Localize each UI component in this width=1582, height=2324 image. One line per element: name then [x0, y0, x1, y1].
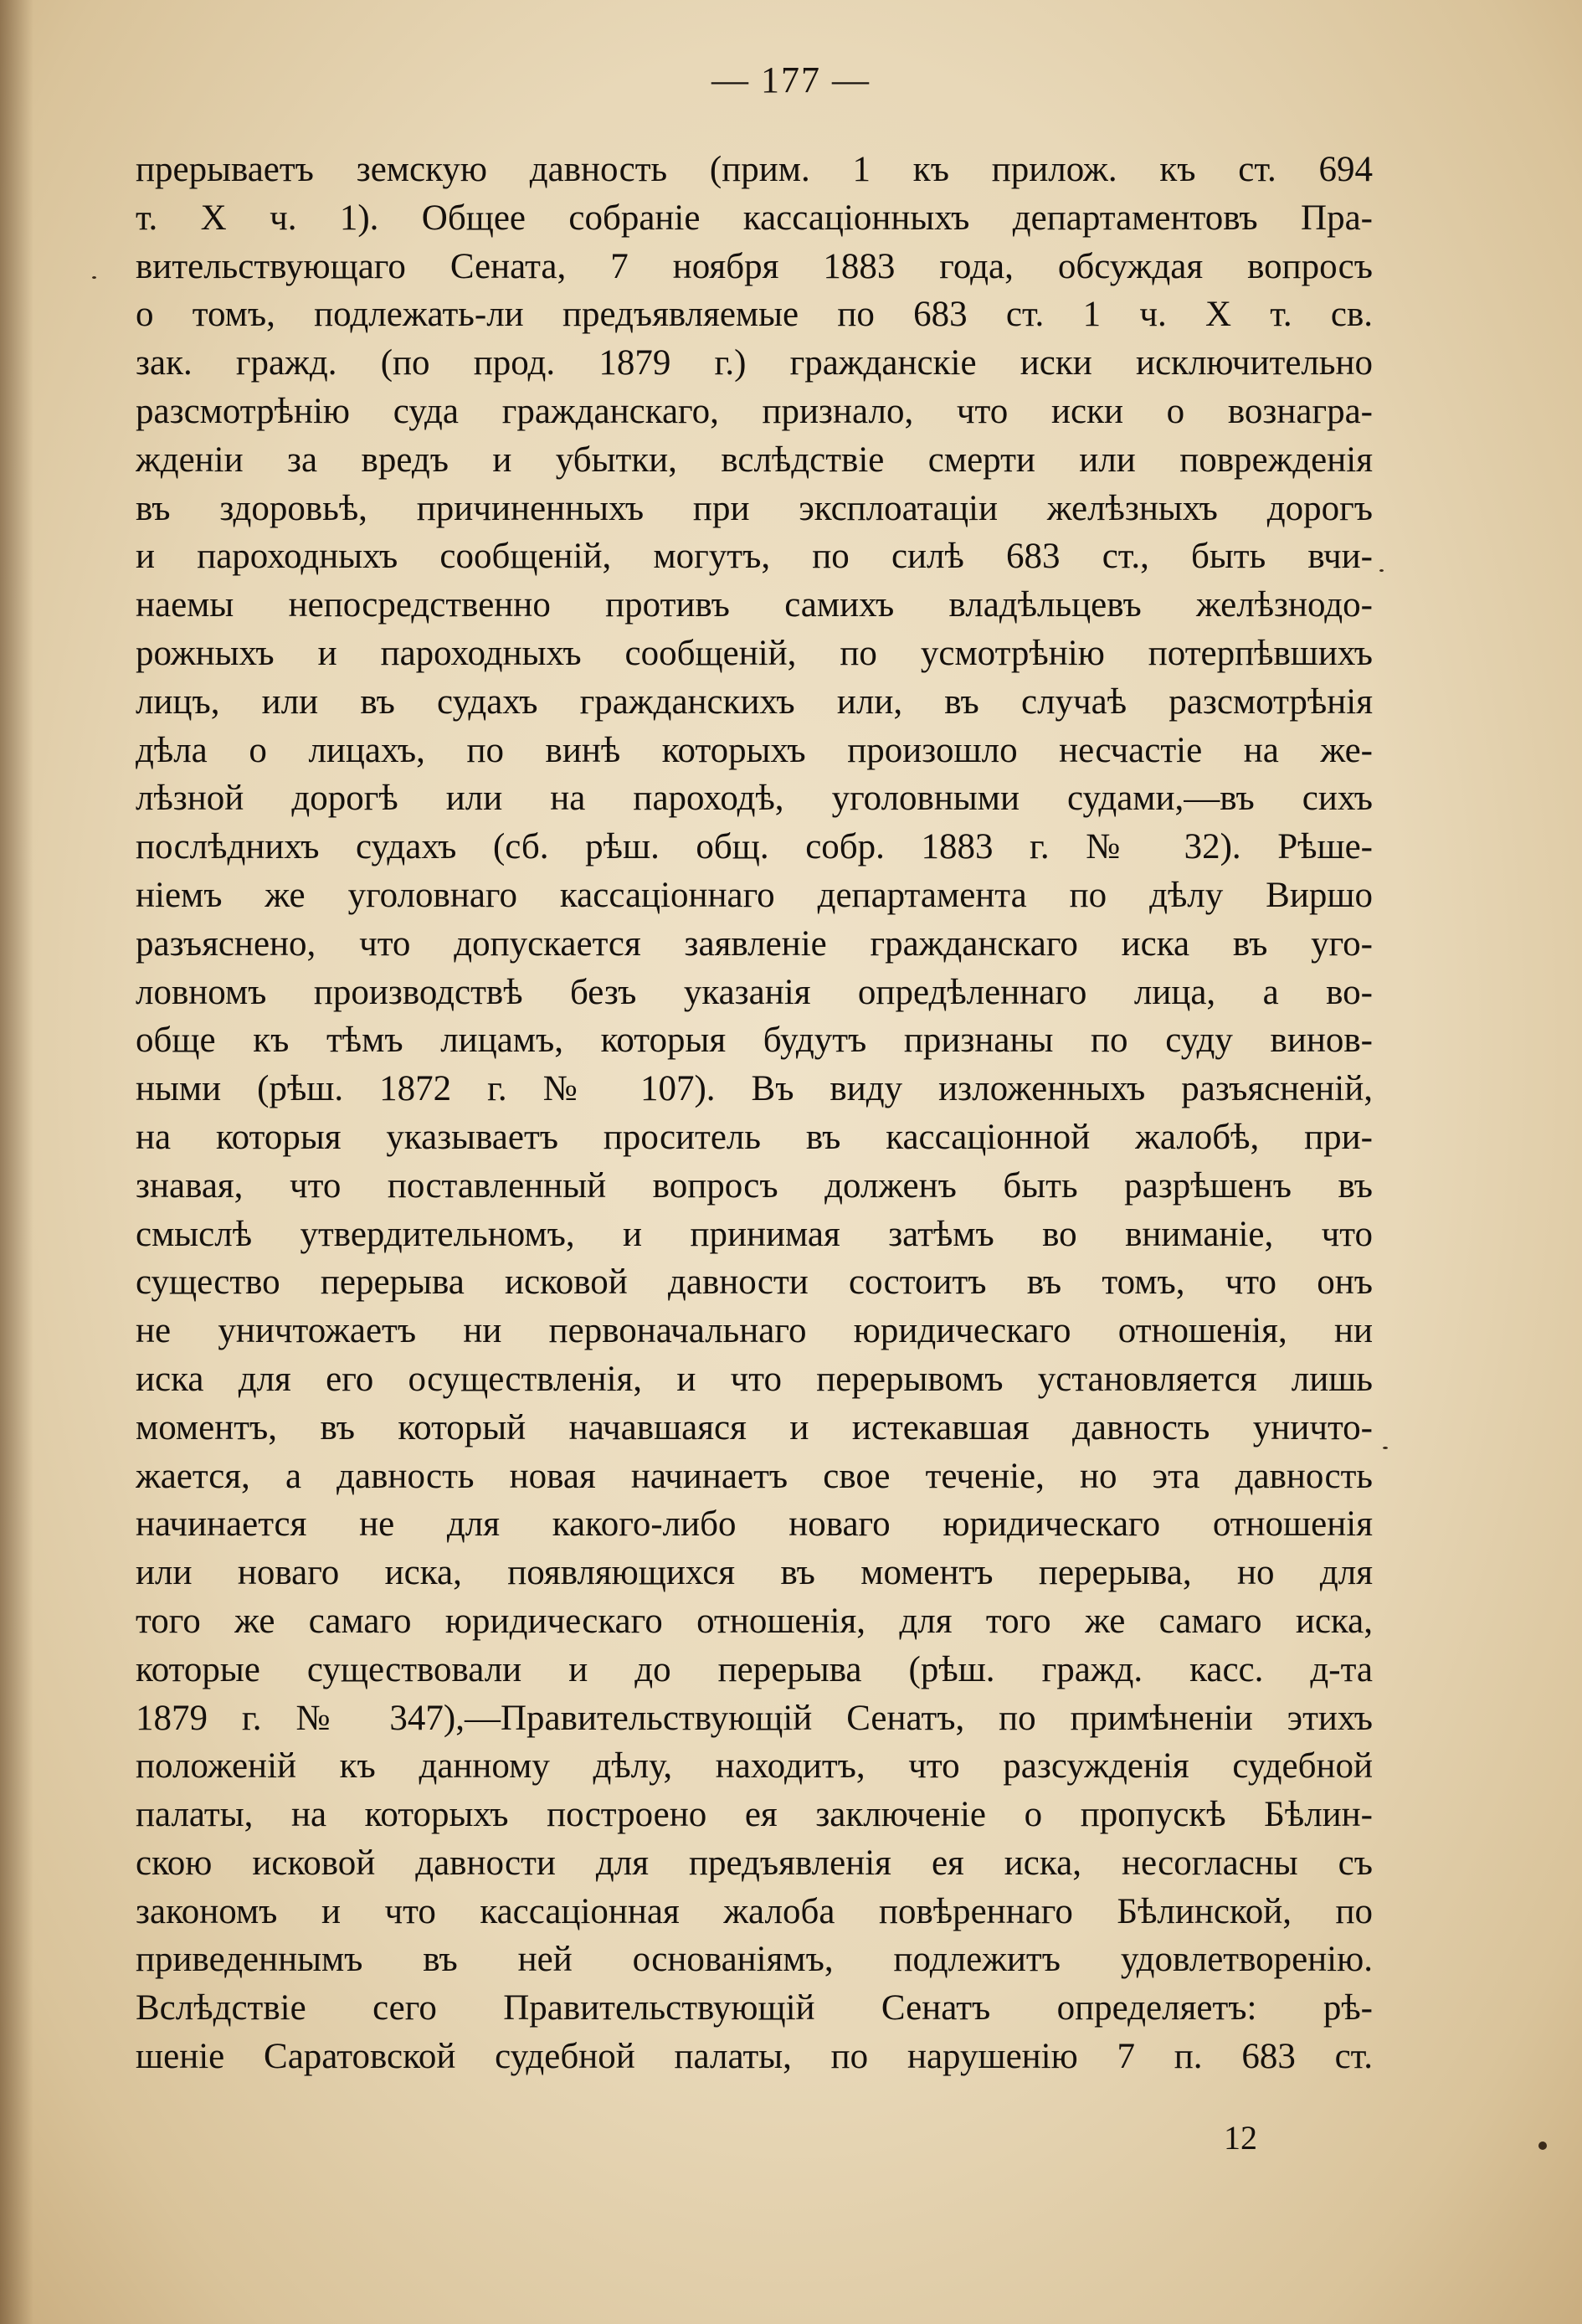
paper-speck — [92, 276, 96, 279]
text-line: моментъ, въ который начавшаяся и истекавшая давность уничто- — [136, 1407, 1373, 1447]
text-line: которые существовали и до перерыва (рѣш. гражд. касс. д-та — [136, 1649, 1373, 1689]
text-line: въ здоровьѣ, причиненныхъ при эксплоатаціи желѣзныхъ дорогъ — [136, 488, 1373, 528]
text-line: существо перерыва исковой давности состоитъ въ томъ, что онъ — [136, 1262, 1373, 1303]
paper-speck — [1538, 2141, 1547, 2150]
text-line: о томъ, подлежать-ли предъявляемые по 683 ст. 1 ч. X т. св. — [136, 295, 1373, 335]
text-line: скою исковой давности для предъявленія ея иска, несогласны съ — [136, 1843, 1373, 1883]
text-line: жденіи за вредъ и убытки, вслѣдствіе смерти или поврежденія — [136, 440, 1373, 480]
text-line: шеніе Саратовской судебной палаты, по нарушенію 7 п. 683 ст. — [136, 2037, 1373, 2077]
text-line: рожныхъ и пароходныхъ сообщеній, по усмотрѣнію потерпѣвшихъ — [136, 633, 1373, 673]
text-line: Вслѣдствіе сего Правительствующій Сенатъ определяетъ: рѣ- — [136, 1988, 1373, 2028]
text-line: не уничтожаетъ ни первоначальнаго юридическаго отношенія, ни — [136, 1311, 1373, 1351]
text-line: наемы непосредственно противъ самихъ владѣльцевъ желѣзнодо- — [136, 585, 1373, 625]
text-line: разсмотрѣнію суда гражданскаго, признало, что иски о вознагра- — [136, 391, 1373, 431]
text-line: лицъ, или въ судахъ гражданскихъ или, въ случаѣ разсмотрѣнія — [136, 681, 1373, 722]
text-line: ловномъ производствѣ безъ указанія опредѣленнаго лица, а во- — [136, 972, 1373, 1012]
text-line: закономъ и что кассаціонная жалоба повѣреннаго Бѣлинской, по — [136, 1891, 1373, 1931]
signature-mark: 12 — [1224, 2119, 1257, 2157]
text-line: обще къ тѣмъ лицамъ, которыя будутъ признаны по суду винов- — [136, 1021, 1373, 1061]
text-line: или новаго иска, появляющихся въ моментъ перерыва, но для — [136, 1553, 1373, 1593]
text-line: знавая, что поставленный вопросъ долженъ быть разрѣшенъ въ — [136, 1165, 1373, 1206]
text-line: т. X ч. 1). Общее собраніе кассаціонныхъ департаментовъ Пра- — [136, 198, 1373, 238]
paper-speck — [1379, 569, 1384, 572]
text-line: разъяснено, что допускается заявленіе гражданскаго иска въ уго- — [136, 923, 1373, 964]
text-line: иска для его осуществленія, и что перерывомъ установляется лишь — [136, 1359, 1373, 1399]
text-line: 1879 г. № 347),—Правительствующій Сенатъ, по примѣненіи этихъ — [136, 1698, 1373, 1738]
text-line: палаты, на которыхъ построено ея заключеніе о пропускѣ Бѣлин- — [136, 1795, 1373, 1835]
text-line: начинается не для какого-либо новаго юридическаго отношенія — [136, 1504, 1373, 1545]
text-line: жается, а давность новая начинаетъ свое теченіе, но эта давность — [136, 1456, 1373, 1496]
text-line: смыслѣ утвердительномъ, и принимая затѣмъ во вниманіе, что — [136, 1214, 1373, 1254]
text-line: вительствующаго Сената, 7 ноября 1883 года, обсуждая вопросъ — [136, 246, 1373, 286]
text-line: дѣла о лицахъ, по винѣ которыхъ произошло несчастіе на же- — [136, 730, 1373, 770]
text-line: того же самаго юридическаго отношенія, для того же самаго иска, — [136, 1601, 1373, 1641]
text-line: на которыя указываетъ проситель въ кассаціонной жалобѣ, при- — [136, 1117, 1373, 1157]
text-line: лѣзной дорогѣ или на пароходѣ, уголовными судами,—въ сихъ — [136, 779, 1373, 819]
text-line: прерываетъ земскую давность (прим. 1 къ прилож. къ ст. 694 — [136, 150, 1373, 189]
body-text — [136, 146, 1373, 2081]
page-edge-shadow — [0, 0, 33, 2324]
page-number: — 177 — — [711, 59, 871, 100]
text-line: зак. гражд. (по прод. 1879 г.) гражданскіе иски исключительно — [136, 343, 1373, 383]
text-line: положеній къ данному дѣлу, находитъ, что разсужденія судебной — [136, 1746, 1373, 1787]
text-line: послѣднихъ судахъ (сб. рѣш. общ. собр. 1883 г. № 32). Рѣше- — [136, 827, 1373, 867]
paper-speck — [1383, 1447, 1388, 1449]
text-line: и пароходныхъ сообщеній, могутъ, по силѣ 683 ст., быть вчи- — [136, 537, 1373, 577]
text-line: приведеннымъ въ ней основаніямъ, подлежитъ удовлетворенію. — [136, 1940, 1373, 1980]
text-line: ными (рѣш. 1872 г. № 107). Въ виду изложенныхъ разъясненій, — [136, 1069, 1373, 1109]
text-line: ніемъ же уголовнаго кассаціоннаго департамента по дѣлу Виршо — [136, 875, 1373, 915]
